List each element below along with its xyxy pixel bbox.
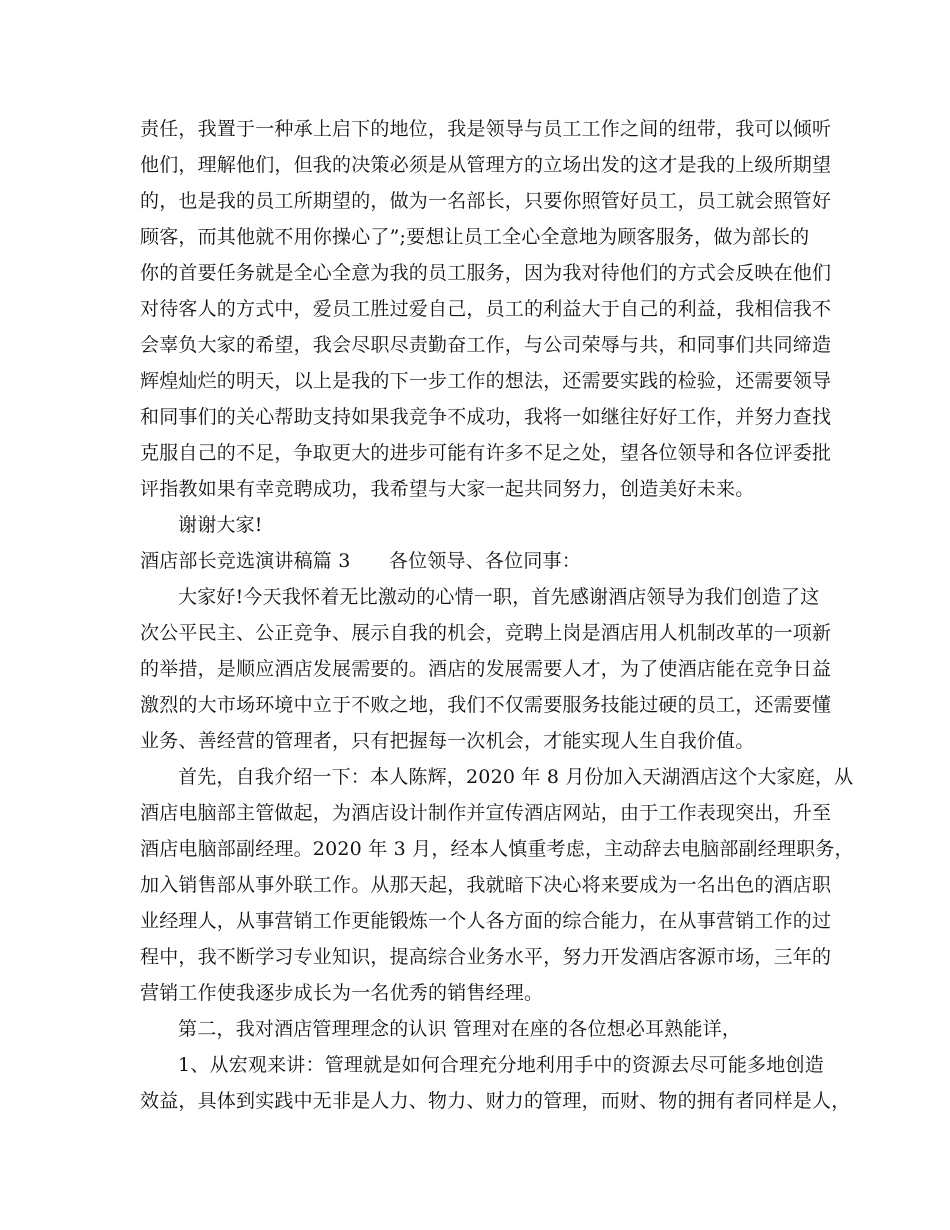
text-line: 业务、善经营的管理者，只有把握每一次机会，才能实现人生自我价值。 xyxy=(140,730,755,752)
text-line: 的，也是我的员工所期望的，做为一名部长，只要你照管好员工，员工就会照管好 xyxy=(140,190,832,212)
text-line: 1、从宏观来讲：管理就是如何合理充分地利用手中的资源去尽可能多地创造 xyxy=(178,1054,824,1076)
text-line: 的举措，是顺应酒店发展需要的。酒店的发展需要人才，为了使酒店能在竞争日益 xyxy=(140,658,832,680)
text-line: 酒店电脑部副经理。2020 年 3 月，经本人慎重考虑，主动辞去电脑部副经理职务， xyxy=(140,838,854,860)
text-line: 他们，理解他们，但我的决策必须是从管理方的立场出发的这才是我的上级所期望 xyxy=(140,154,832,176)
text-line: 辉煌灿烂的明天，以上是我的下一步工作的想法，还需要实践的检验，还需要领导 xyxy=(140,370,832,392)
text-line: 程中，我不断学习专业知识，提高综合业务水平，努力开发酒店客源市场，三年的 xyxy=(140,946,832,968)
text-line: 营销工作使我逐步成长为一名优秀的销售经理。 xyxy=(140,982,544,1004)
text-line: 第二，我对酒店管理理念的认识 管理对在座的各位想必耳熟能详， xyxy=(178,1018,742,1040)
text-line: 加入销售部从事外联工作。从那天起，我就暗下决心将来要成为一名出色的酒店职 xyxy=(140,874,832,896)
text-line: 激烈的大市场环境中立于不败之地，我们不仅需要服务技能过硬的员工，还需要懂 xyxy=(140,694,832,716)
text-line: 业经理人，从事营销工作更能锻炼一个人各方面的综合能力，在从事营销工作的过 xyxy=(140,910,832,932)
text-line: 大家好!今天我怀着无比激动的心情一职，首先感谢酒店领导为我们创造了这 xyxy=(178,586,820,608)
text-line: 评指教如果有幸竞聘成功，我希望与大家一起共同努力，创造美好未来。 xyxy=(140,478,755,500)
text-line: 你的首要任务就是全心全意为我的员工服务，因为我对待他们的方式会反映在他们 xyxy=(140,262,832,284)
section-heading: 酒店部长竞选演讲稿篇 3 各位领导、各位同事： xyxy=(140,550,581,572)
text-line: 会辜负大家的希望，我会尽职尽责勤奋工作，与公司荣辱与共，和同事们共同缔造 xyxy=(140,334,832,356)
thanks-line: 谢谢大家! xyxy=(178,514,263,536)
text-line: 酒店电脑部主管做起，为酒店设计制作并宣传酒店网站，由于工作表现突出，升至 xyxy=(140,802,832,824)
text-line: 效益，具体到实践中无非是人力、物力、财力的管理，而财、物的拥有者同样是人， xyxy=(140,1090,851,1112)
text-line: 对待客人的方式中，爱员工胜过爱自己，员工的利益大于自己的利益，我相信我不 xyxy=(140,298,832,320)
text-line: 顾客，而其他就不用你操心了”;要想让员工全心全意地为顾客服务，做为部长的 xyxy=(140,226,810,248)
text-line: 次公平民主、公正竞争、展示自我的机会，竞聘上岗是酒店用人机制改革的一项新 xyxy=(140,622,832,644)
text-line: 责任，我置于一种承上启下的地位，我是领导与员工工作之间的纽带，我可以倾听 xyxy=(140,118,832,140)
text-line: 和同事们的关心帮助支持如果我竞争不成功，我将一如继往好好工作，并努力查找 xyxy=(140,406,832,428)
text-line: 克服自己的不足，争取更大的进步可能有许多不足之处，望各位领导和各位评委批 xyxy=(140,442,832,464)
text-line: 首先，自我介绍一下：本人陈辉，2020 年 8 月份加入天湖酒店这个大家庭，从 xyxy=(178,766,854,788)
